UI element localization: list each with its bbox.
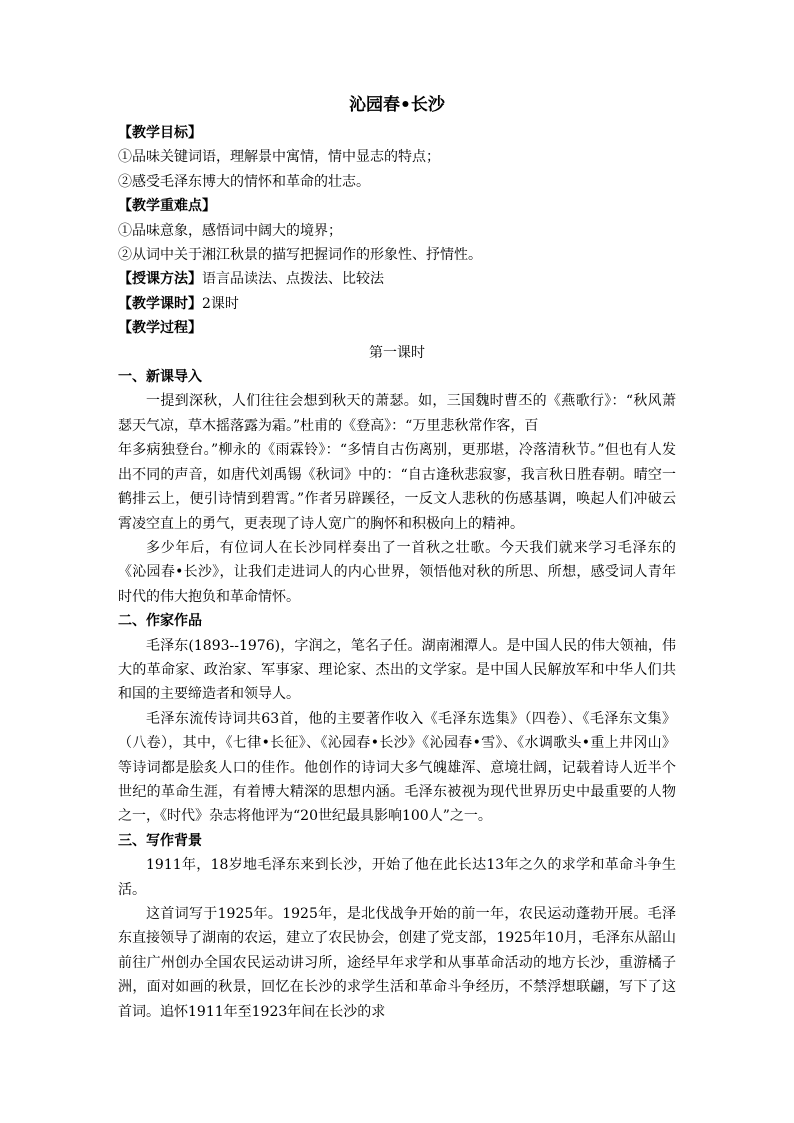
hours-line [118,292,676,316]
lesson-heading: 第一课时 [369,344,425,361]
intro-paragraph-1b: 年多病独登台。”柳永的《雨霖铃》：“多情自古伤离别，更那堪，冷落清秋节。”但也有人发出不同的声音，如唐代刘禹锡《秋词》中的：“自古逢秋悲寂寥，我言秋日胜春朝。晴空一鹤排云上，便引诗情到碧霄。”作者另辟蹊径，一反文人悲秋的伤感基调，唤起人们冲破云霄凌空直上的勇气，更表现了诗人宽广的胸怀和积极向上的精神。 [118,442,676,532]
hours-value: 2课时 [202,295,239,312]
section-heading-author: 二、作家作品 [118,613,202,630]
process-heading: 【教学过程】 [118,320,202,337]
background-paragraph-2: 这首词写于1925年。1925年，是北伐战争开始的前一年，农民运动蓬勃开展。毛泽东直接领导了湖南的农运，建立了农民协会，创建了党支部，1925年10月，毛泽东从韶山前往广州创办全国农民运动讲习所，途经早年求学和从事革命活动的地方长沙，重游橘子洲，面对如画的秋景，回忆在长沙的求学生活和革命斗争经历，不禁浮想联翩，写下了这首词。追怀1911年至1923年间在长沙的求 [118,906,676,1020]
method-line [118,267,676,291]
document-title: 沁园春•长沙 [349,95,445,115]
section-heading-intro: 一、新课导入 [118,369,202,386]
intro-paragraph-1a: 一提到深秋，人们往往会想到秋天的萧瑟。如，三国魏时曹丕的《燕歌行》：“秋风萧瑟天气凉，草木摇落露为霜。”杜甫的《登高》：“万里悲秋常作客，百 [118,393,676,434]
hours-label: 【教学课时】 [118,295,202,312]
goal-item-1: ①品味关键词语，理解景中寓情，情中显志的特点； [118,149,440,166]
method-value: 语言品读法、点拨法、比较法 [202,271,384,288]
author-paragraph-1: 毛泽东(1893--1976)，字润之，笔名子任。湖南湘潭人。是中国人民的伟大领袖，伟大的革命家、政治家、军事家、理论家、杰出的文学家。是中国人民解放军和中华人们共和国的主要缔造者和领导人。 [118,637,676,703]
document-page [118,92,676,1024]
key-point-item-2: ②从词中关于湘江秋景的描写把握词作的形象性、抒情性。 [118,247,482,264]
section-heading-background: 三、写作背景 [118,832,202,849]
background-paragraph-1: 1911年，18岁地毛泽东来到长沙，开始了他在此长达13年之久的求学和革命斗争生活。 [118,857,676,898]
key-points-heading: 【教学重难点】 [118,198,216,215]
goal-item-2: ②感受毛泽东博大的情怀和革命的壮志。 [118,173,370,190]
intro-paragraph-2: 多少年后，有位词人在长沙同样奏出了一首秋之壮歌。今天我们就来学习毛泽东的《沁园春•长沙》，让我们走进词人的内心世界，领悟他对秋的所思、所想，感受词人青年时代的伟大抱负和革命情怀。 [118,539,676,605]
goals-heading: 【教学目标】 [118,125,202,141]
key-point-item-1: ①品味意象，感悟词中阔大的境界； [118,222,342,239]
method-label: 【授课方法】 [118,271,202,288]
author-paragraph-2: 毛泽东流传诗词共63首，他的主要著作收入《毛泽东选集》（四卷）、《毛泽东文集》（八卷），其中，《七律•长征》、《沁园春•长沙》《沁园春•雪》、《水调歌头•重上井冈山》等诗词都是脍炙人口的佳作。他创作的诗词大多气魄雄浑、意境壮阔，记载着诗人近半个世纪的革命生涯，有着博大精深的思想内涵。毛泽东被视为现代世界历史中最重要的人物之一，《时代》杂志将他评为“20世纪最具影响100人”之一。 [118,710,676,825]
